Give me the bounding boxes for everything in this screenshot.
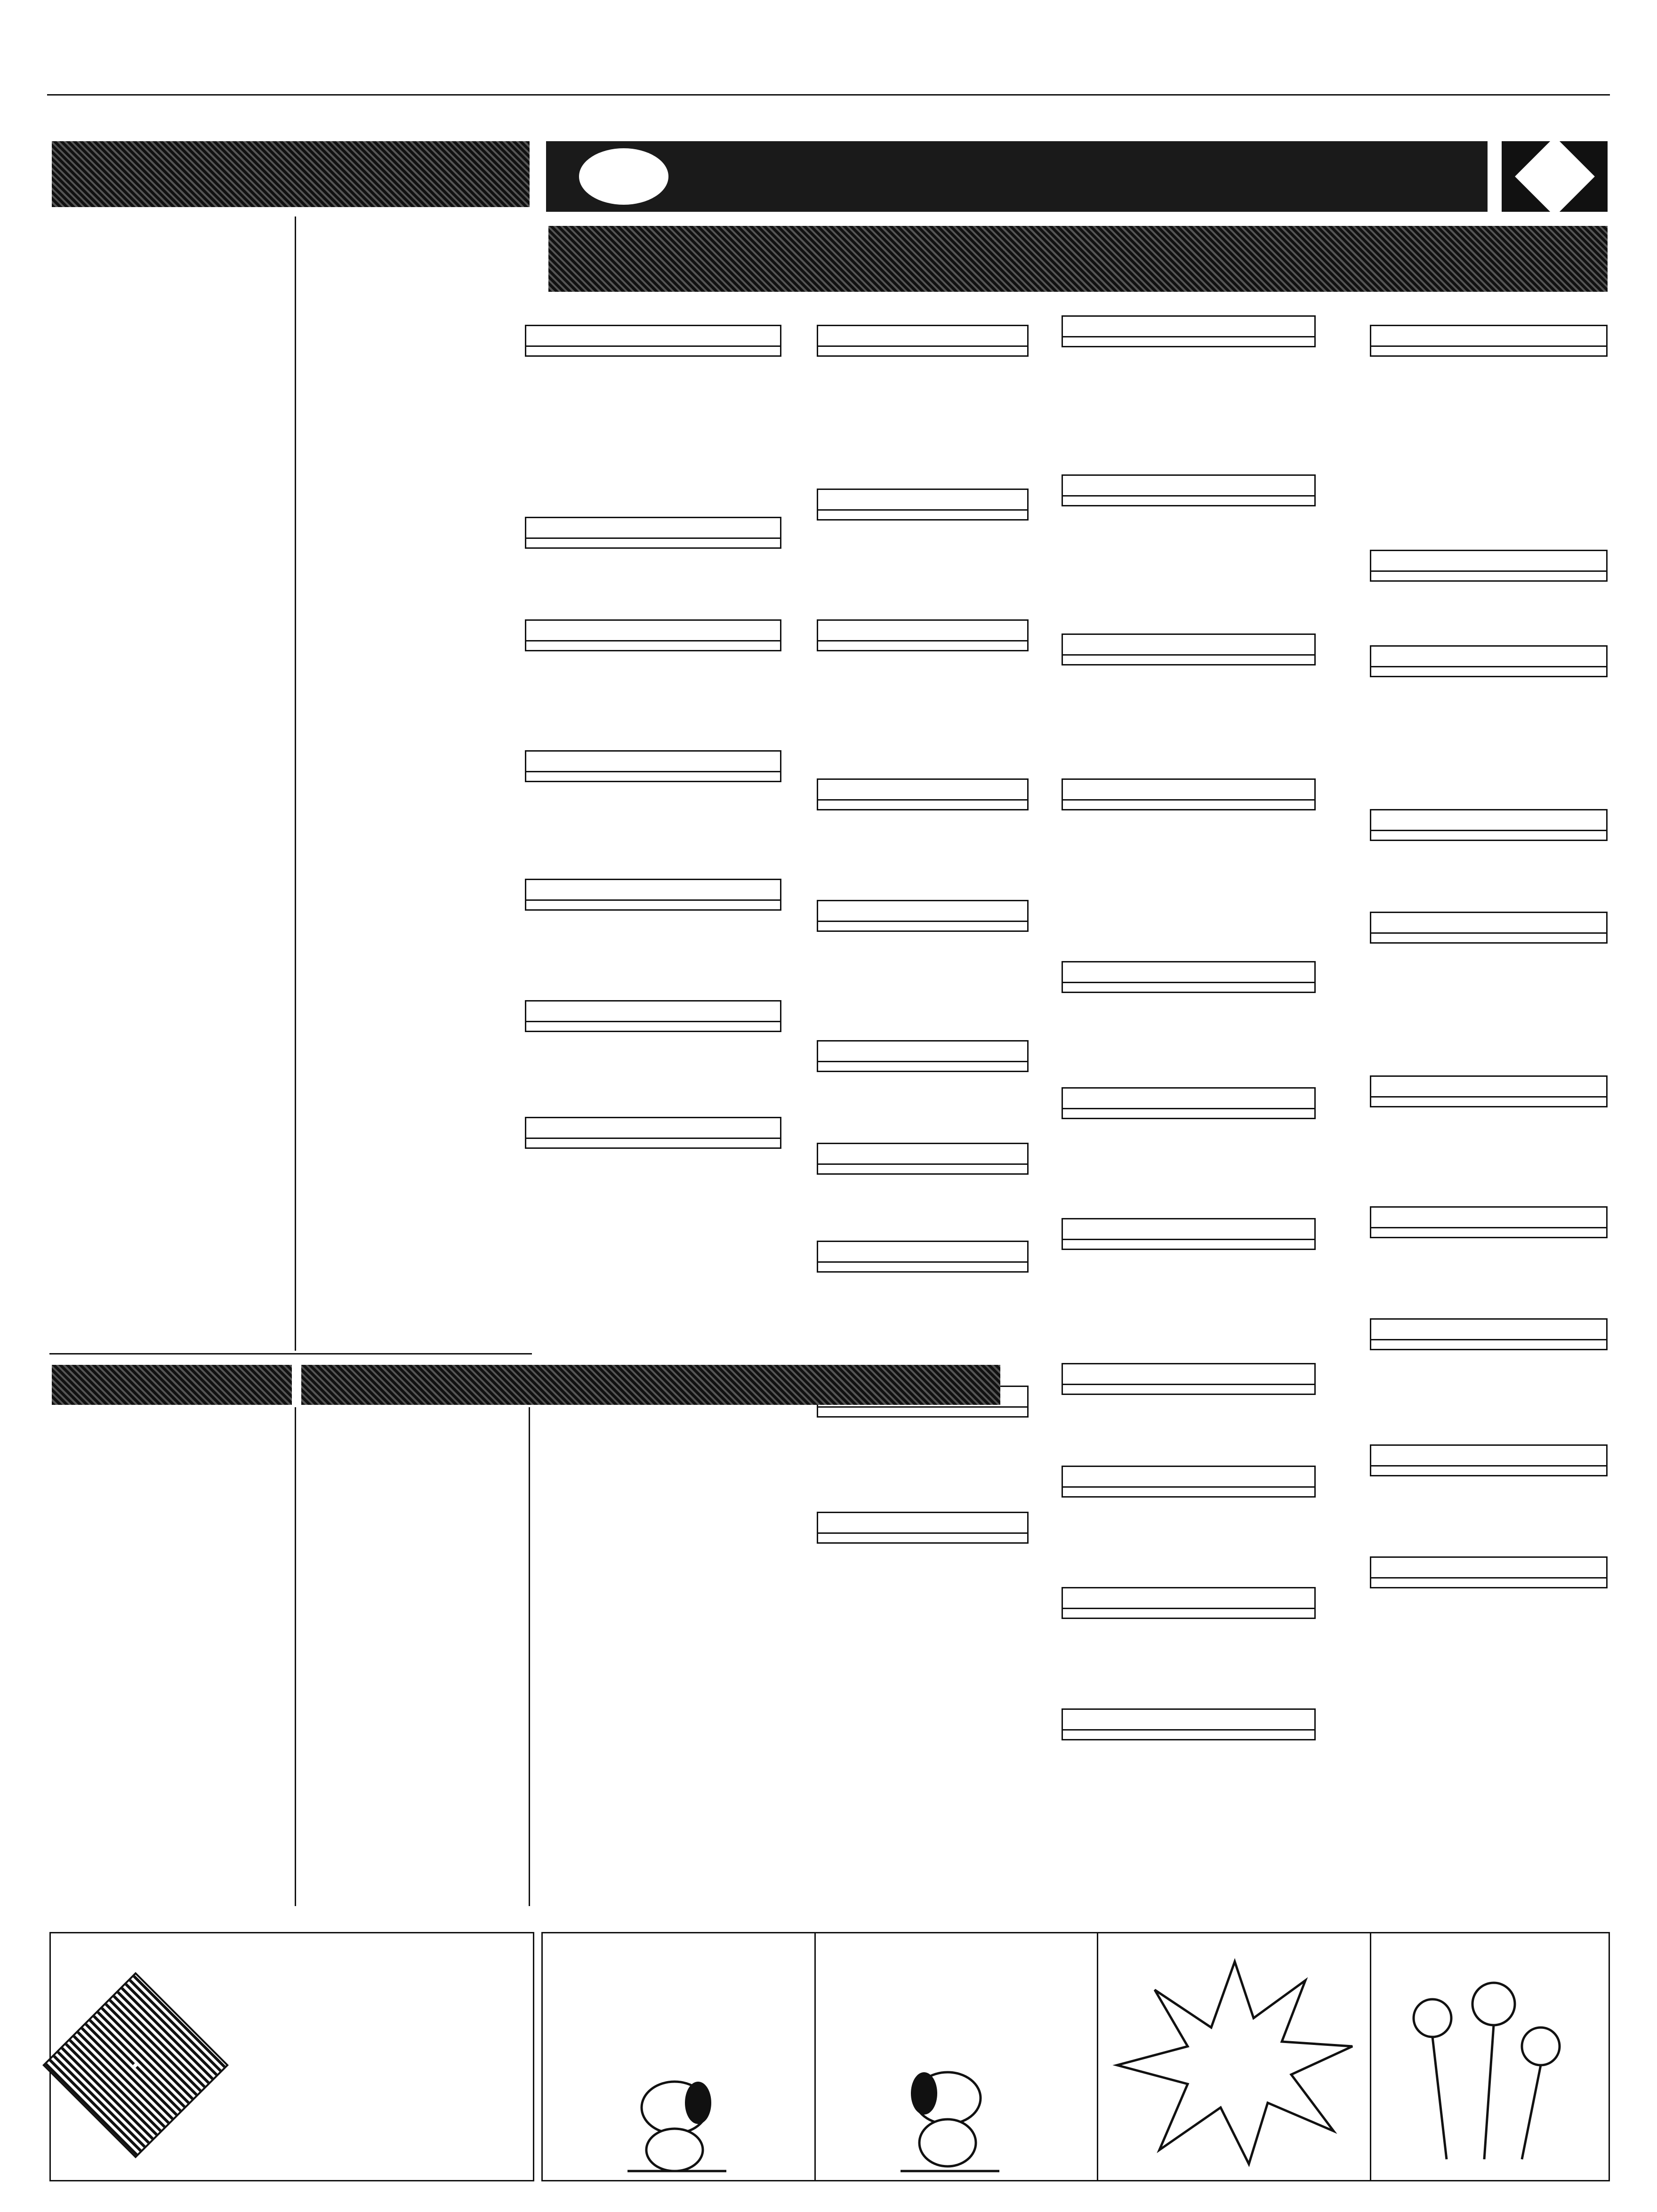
cinema-header [1063, 635, 1314, 656]
cinema-body [1371, 934, 1606, 942]
outros-cinemas-col1 [301, 1407, 525, 1410]
cinema-header [1063, 1588, 1314, 1609]
peanuts-strip [541, 1932, 1610, 2181]
cinema-header [1063, 1364, 1314, 1385]
cinema-header [1371, 1446, 1606, 1467]
cinema-body [526, 539, 780, 547]
cinema-header [1063, 962, 1314, 983]
cinema-body [1063, 801, 1314, 809]
comic-panel-2 [816, 1933, 1098, 2180]
cinema-body [1371, 1098, 1606, 1106]
cinema-header [818, 1242, 1027, 1263]
cinema-body [1371, 667, 1606, 676]
cinema-6 [525, 1000, 781, 1032]
cinema-header [526, 621, 780, 641]
cinema-3 [525, 619, 781, 651]
cinema-35 [1370, 1206, 1608, 1238]
cinema-header [818, 780, 1027, 801]
flowers-icon [1390, 1962, 1578, 2169]
marquises-ad [49, 1932, 534, 2181]
cinema-body [818, 922, 1027, 930]
cinema-header [1063, 1710, 1314, 1731]
cinema-header [1371, 326, 1606, 347]
cinema-body [1063, 1609, 1314, 1618]
comic-panel-3 [1098, 1933, 1371, 2180]
cinema-header [1063, 317, 1314, 337]
cinema-body [526, 347, 780, 355]
cinema-body [1063, 497, 1314, 505]
cinema-header [1063, 1467, 1314, 1488]
cinema-2 [525, 517, 781, 549]
snoopy-icon [618, 2075, 731, 2173]
cinema-9 [817, 489, 1029, 521]
cinema-body [526, 1139, 780, 1147]
cinema-body [1371, 347, 1606, 355]
cinema-4 [525, 750, 781, 782]
cinema-header [526, 1118, 780, 1139]
farmacias-lisboa [52, 216, 287, 268]
cinema-body [526, 901, 780, 909]
cinema-19 [1062, 474, 1316, 506]
cinema-26 [1062, 1466, 1316, 1498]
comic-panel-1 [543, 1933, 816, 2180]
cinema-header [526, 1002, 780, 1022]
cinema-body [1371, 1340, 1606, 1349]
cinema-header [818, 326, 1027, 347]
cinema-body [1371, 1228, 1606, 1237]
cinema-body [526, 1022, 780, 1031]
cinema-body [818, 1062, 1027, 1071]
cinema-body [818, 1165, 1027, 1173]
cinema-25 [1062, 1363, 1316, 1395]
cinema-body [526, 641, 780, 650]
cinema-body [1371, 1579, 1606, 1587]
cinema-body [1371, 572, 1606, 580]
cinema-body [1063, 1385, 1314, 1394]
cinema-5 [525, 879, 781, 911]
cinema-header [526, 518, 780, 539]
cinema-32 [1370, 809, 1608, 841]
cinema-37 [1370, 1444, 1608, 1476]
cinema-body [1063, 337, 1314, 346]
farmacias-other [304, 216, 530, 231]
cinema-header [1371, 1208, 1606, 1228]
cinema-body [1063, 1240, 1314, 1249]
cinema-header [818, 621, 1027, 641]
cinema-header [1063, 1219, 1314, 1240]
comic-copyright [1574, 1962, 1593, 2159]
cinema-10 [817, 619, 1029, 651]
splash-burst-icon [1108, 1952, 1362, 2169]
cinema-header [1371, 1558, 1606, 1579]
caixilux-brand [133, 2062, 138, 2068]
agfa-logo [1502, 141, 1608, 212]
cinema-7 [525, 1117, 781, 1149]
cinema-13 [817, 1040, 1029, 1072]
cinema-20 [1062, 633, 1316, 665]
cinema-11 [817, 778, 1029, 810]
cinema-header [1371, 810, 1606, 831]
cinema-header [526, 880, 780, 901]
cinema-body [1063, 1488, 1314, 1496]
cinema-body [818, 1408, 1027, 1416]
cartaz-banner [548, 226, 1608, 292]
cinema-23 [1062, 1087, 1316, 1119]
cinema-21 [1062, 778, 1316, 810]
cinema-body [818, 347, 1027, 355]
cinema-15 [817, 1241, 1029, 1273]
teatros-list [52, 1407, 290, 1411]
cinema-33 [1370, 912, 1608, 944]
cinema-header [1371, 1077, 1606, 1098]
cinema-body [1371, 1467, 1606, 1475]
cinema-header [1063, 780, 1314, 801]
farmacias-banner [52, 141, 530, 207]
cinema-header [1371, 551, 1606, 572]
comic-panel-4 [1371, 1933, 1609, 2180]
outros-cinemas-banner [301, 1365, 1000, 1405]
cinema-12 [817, 900, 1029, 932]
cinema-header [1371, 647, 1606, 667]
cinema-body [818, 801, 1027, 809]
cinema-31 [1370, 645, 1608, 677]
cinema-24 [1062, 1218, 1316, 1250]
cinema-18 [1062, 315, 1316, 347]
cinema-header [526, 752, 780, 772]
cinema-header [818, 1042, 1027, 1062]
cinema-header [1371, 913, 1606, 934]
teatros-banner [52, 1365, 292, 1405]
cinema-body [1063, 983, 1314, 992]
agfa-ad [546, 141, 1488, 212]
cinema-38 [1370, 1556, 1608, 1588]
agfa-diamond-icon [1515, 136, 1595, 216]
cinema-body [1063, 1109, 1314, 1118]
cinema-8 [817, 325, 1029, 357]
cinema-body [1063, 1731, 1314, 1739]
cinema-body [818, 1534, 1027, 1542]
snoopy-icon [891, 2065, 1004, 2173]
cinema-body [818, 641, 1027, 650]
cinema-body [526, 772, 780, 781]
cinema-header [818, 1144, 1027, 1165]
cinema-header [818, 490, 1027, 511]
cinema-body [818, 511, 1027, 519]
cinema-header [818, 1513, 1027, 1534]
cinema-body [1063, 656, 1314, 664]
cinema-header [818, 901, 1027, 922]
flash-pocket-badge [579, 148, 668, 205]
cinema-29 [1370, 325, 1608, 357]
cinema-header [526, 326, 780, 347]
cinema-1 [525, 325, 781, 357]
cinema-17 [817, 1512, 1029, 1544]
caixilux-logo [42, 1972, 229, 2158]
cinema-body [818, 1263, 1027, 1271]
cinema-30 [1370, 550, 1608, 582]
cinema-body [1371, 831, 1606, 840]
cinema-34 [1370, 1075, 1608, 1107]
cinema-28 [1062, 1708, 1316, 1740]
cinema-header [1063, 476, 1314, 497]
cinema-header [1371, 1320, 1606, 1340]
cinema-36 [1370, 1318, 1608, 1350]
cinema-14 [817, 1143, 1029, 1175]
cinema-27 [1062, 1587, 1316, 1619]
cinema-22 [1062, 961, 1316, 993]
cinema-header [1063, 1089, 1314, 1109]
